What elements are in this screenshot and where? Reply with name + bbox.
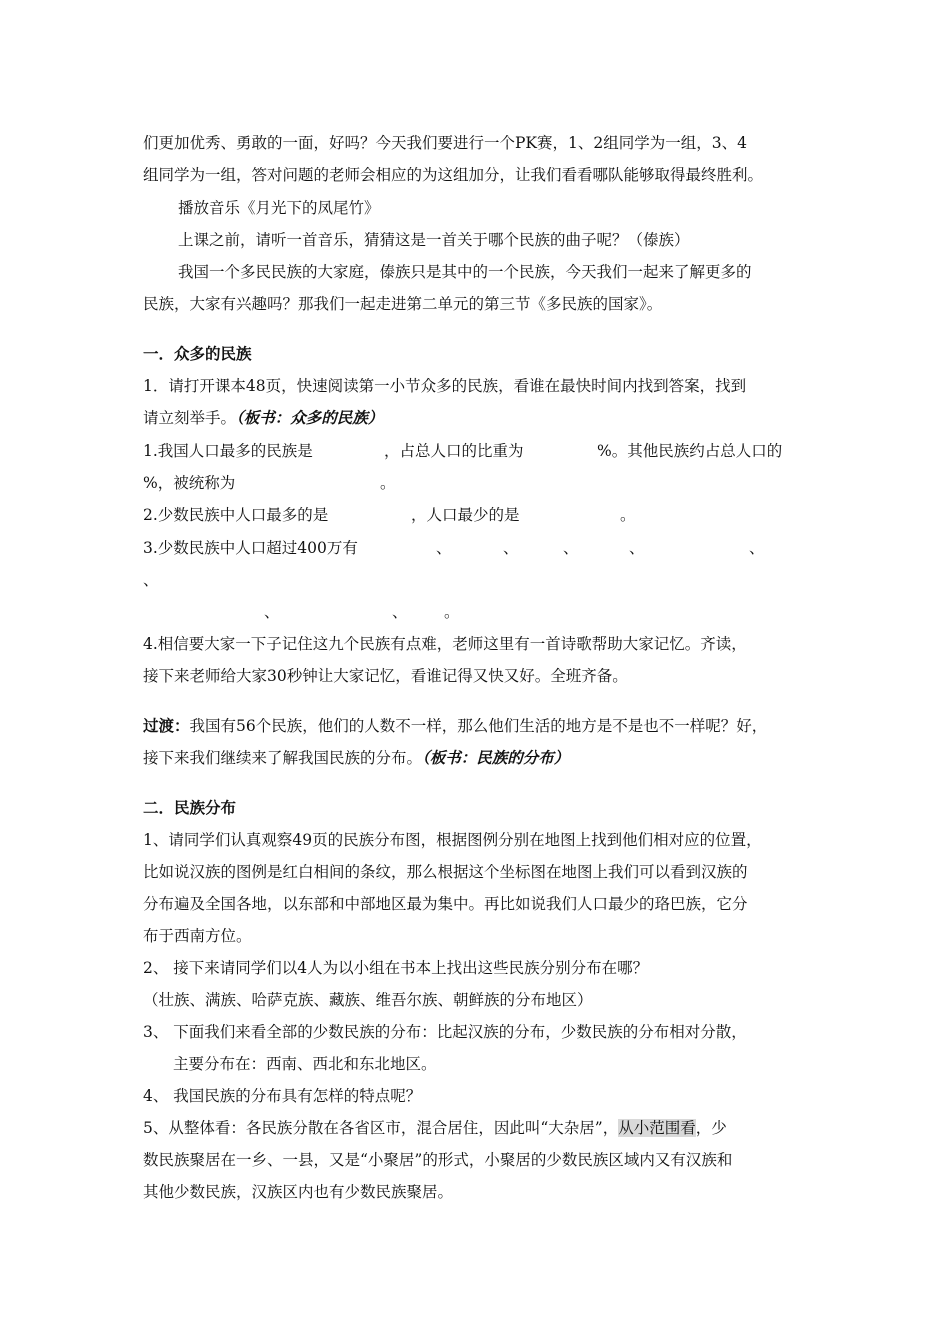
fill-3-sep-6: 、 bbox=[143, 571, 159, 589]
fill-1-part-b: ，占总人口的比重为 bbox=[384, 442, 524, 460]
listen-line: 上课之前，请听一首音乐，猜猜这是一首关于哪个民族的曲子呢？（傣族） bbox=[178, 231, 690, 249]
sec2-p4: 4、 我国民族的分布具有怎样的特点呢？ bbox=[143, 1087, 422, 1105]
intro-line-2: 组同学为一组，答对问题的老师会相应的为这组加分，让我们看看哪队能够取得最终胜利。 bbox=[143, 166, 764, 184]
question-4-line-1: 4.相信要大家一下子记住这九个民族有点难，老师这里有一首诗歌帮助大家记忆。齐读， bbox=[143, 635, 747, 653]
fill-2-part-a: 2.少数民族中人口最多的是 bbox=[143, 506, 329, 524]
fill-3-period: 。 bbox=[444, 603, 460, 621]
sec2-p5-line-1 bbox=[143, 1117, 727, 1139]
transition-text-1: 我国有56个民族，他们的人数不一样，那么他们生活的地方是不是也不一样呢？好， bbox=[189, 717, 768, 735]
fill-1-part-d: %，被统称为 bbox=[143, 474, 236, 492]
fill-3-sep-8: 、 bbox=[392, 603, 408, 621]
intro-para-3-line-2: 民族，大家有兴趣吗？那我们一起走进第二单元的第三节《多民族的国家》。 bbox=[143, 295, 663, 313]
sec2-p2-note: （壮族、满族、哈萨克族、藏族、维吾尔族、朝鲜族的分布地区） bbox=[143, 991, 593, 1009]
sec2-p5-line-3: 其他少数民族，汉族区内也有少数民族聚居。 bbox=[143, 1183, 454, 1201]
question-1-line-1: 1．请打开课本48页，快速阅读第一小节众多的民族，看谁在最快时间内找到答案，找到 bbox=[143, 377, 747, 395]
sec2-p1-line-4: 布于西南方位。 bbox=[143, 927, 252, 945]
fill-3-sep-2: 、 bbox=[503, 539, 519, 557]
sec2-p3-line-2: 主要分布在：西南、西北和东北地区。 bbox=[173, 1055, 437, 1073]
section-2-heading: 二．民族分布 bbox=[143, 798, 237, 817]
question-1-text: 请立刻举手。 bbox=[143, 409, 237, 427]
music-line: 播放音乐《月光下的凤尾竹》 bbox=[178, 199, 380, 217]
transition-line-2 bbox=[143, 747, 569, 769]
intro-line-1: 们更加优秀、勇敢的一面，好吗？今天我们要进行一个PK赛，1、2组同学为一组，3、4 bbox=[143, 134, 747, 152]
fill-3-sep-4: 、 bbox=[629, 539, 645, 557]
fill-2-part-c: 。 bbox=[620, 506, 636, 524]
transition-text-2: 接下来我们继续来了解我国民族的分布。 bbox=[143, 749, 423, 767]
sec2-p1-line-3: 分布遍及全国各地，以东部和中部地区最为集中。再比如说我们人口最少的珞巴族，它分 bbox=[143, 895, 748, 913]
fill-3-sep-7: 、 bbox=[264, 603, 280, 621]
board-note-1: （板书：众多的民族） bbox=[236, 408, 384, 427]
transition-label: 过渡： bbox=[143, 716, 190, 735]
sec2-p1-line-1: 1、请同学们认真观察49页的民族分布图，根据图例分别在地图上找到他们相对应的位置， bbox=[143, 831, 762, 849]
fill-3-part-a: 3.少数民族中人口超过400万有 bbox=[143, 539, 358, 557]
fill-3-sep-3: 、 bbox=[563, 539, 579, 557]
fill-1-part-e: 。 bbox=[380, 474, 396, 492]
fill-2-part-b: ，人口最少的是 bbox=[411, 506, 520, 524]
highlighted-phrase: 从小范围看 bbox=[618, 1119, 696, 1137]
fill-1-part-a: 1.我国人口最多的民族是 bbox=[143, 442, 313, 460]
sec2-p5-post: ，少 bbox=[695, 1119, 727, 1137]
sec2-p5-pre: 5、从整体看：各民族分散在各省区市，混合居住，因此叫“大杂居”， bbox=[143, 1119, 619, 1137]
sec2-p3-line-1: 3、 下面我们来看全部的少数民族的分布：比起汉族的分布，少数民族的分布相对分散， bbox=[143, 1023, 747, 1041]
fill-1-part-c: %。其他民族约占总人口的 bbox=[597, 442, 783, 460]
sec2-p2: 2、 接下来请同学们以4人为以小组在书本上找出这些民族分别分布在哪？ bbox=[143, 959, 649, 977]
transition-line-1 bbox=[143, 715, 767, 737]
question-1-line-2 bbox=[143, 407, 383, 429]
sec2-p5-line-2: 数民族聚居在一乡、一县，又是“小聚居”的形式，小聚居的少数民族区域内又有汉族和 bbox=[143, 1151, 733, 1169]
sec2-p1-line-2: 比如说汉族的图例是红白相间的条纹，那么根据这个坐标图在地图上我们可以看到汉族的 bbox=[143, 863, 748, 881]
fill-3-sep-1: 、 bbox=[436, 539, 452, 557]
intro-para-3-line-1: 我国一个多民民族的大家庭，傣族只是其中的一个民族，今天我们一起来了解更多的 bbox=[178, 263, 752, 281]
question-4-line-2: 接下来老师给大家30秒钟让大家记忆，看谁记得又快又好。全班齐备。 bbox=[143, 667, 628, 685]
board-note-2: （板书：民族的分布） bbox=[422, 748, 570, 767]
section-1-heading: 一．众多的民族 bbox=[143, 344, 252, 363]
fill-3-sep-5: 、 bbox=[749, 539, 765, 557]
